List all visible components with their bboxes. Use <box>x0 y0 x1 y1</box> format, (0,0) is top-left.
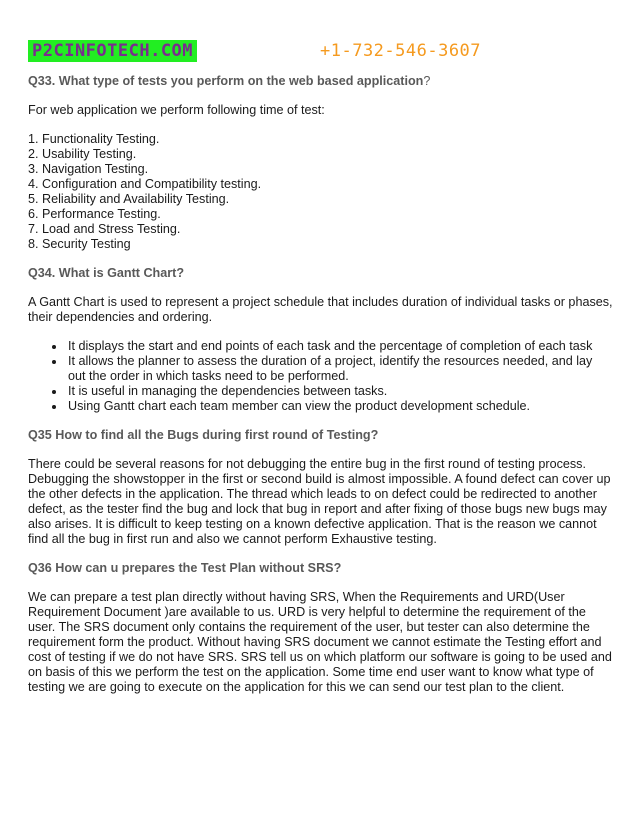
list-item: 7. Load and Stress Testing. <box>28 222 181 236</box>
brand-link[interactable]: P2CINFOTECH.COM <box>28 40 197 62</box>
list-item: 8. Security Testing <box>28 237 131 251</box>
list-item: 5. Reliability and Availability Testing. <box>28 192 230 206</box>
list-item: • It is useful in managing the dependencies between tasks. <box>66 384 613 399</box>
q36-answer: We can prepare a test plan directly without having SRS, When the Requirements and URD(User Requirement Document )are available to us. URD is very helpful to determine the requirement of the user. The SRS document only contains the requirement of the user, but tester can also determine the requirement form the product. Without having SRS document we cannot estimate the Testing effort and cost of testing if we do not have SRS. SRS tell us on which platform our software is going to be used and on basis of this we perform the test on the application. Some time end user want to know what type of testing we are going to execute on the application for this we can send our test plan to the client. <box>28 590 612 694</box>
list-item: 4. Configuration and Compatibility testing. <box>28 177 262 191</box>
list-item: • Using Gantt chart each team member can view the product development schedule. <box>66 399 613 414</box>
list-item: • It displays the start and end points of each task and the percentage of completion of each task <box>66 339 613 354</box>
list-item: 1. Functionality Testing. <box>28 132 160 146</box>
q34-heading: Q34. What is Gantt Chart? <box>28 266 185 280</box>
list-item: • It allows the planner to assess the duration of a project, identify the resources needed, and lay out the order in which tasks need to be performed. <box>66 354 613 384</box>
q33-question: Q33. What type of tests you perform on the web based application <box>28 74 424 88</box>
q34-bullet-list <box>28 339 613 414</box>
list-item: 6. Performance Testing. <box>28 207 161 221</box>
q33-question-tail: ? <box>423 74 431 88</box>
q33-heading <box>28 74 613 89</box>
q33-test-list <box>28 132 613 252</box>
page-header <box>28 40 618 64</box>
document-body <box>28 74 613 709</box>
q35-answer: There could be several reasons for not debugging the entire bug in the first round of testing process. Debugging the showstopper in the first or second build is almost impossible. A found defect can cover up the other defects in the application. The thread which leads to on defect could be redirected to another defect, as the tester find the bug and lock that bug in report and after fixing of those bugs new bugs may also arises. It is difficult to keep testing on a known defective application. That is the reason we cannot find all the bug in first run and also we cannot perform Exhaustive testing. <box>28 457 611 546</box>
list-item: 3. Navigation Testing. <box>28 162 149 176</box>
q34-answer: A Gantt Chart is used to represent a project schedule that includes duration of individual tasks or phases, their dependencies and ordering. <box>28 295 613 324</box>
q33-intro: For web application we perform following time of test: <box>28 103 325 117</box>
phone-number: +1-732-546-3607 <box>320 41 482 61</box>
list-item: 2. Usability Testing. <box>28 147 137 161</box>
q35-heading: Q35 How to find all the Bugs during first round of Testing? <box>28 428 379 442</box>
q36-heading: Q36 How can u prepares the Test Plan without SRS? <box>28 561 342 575</box>
